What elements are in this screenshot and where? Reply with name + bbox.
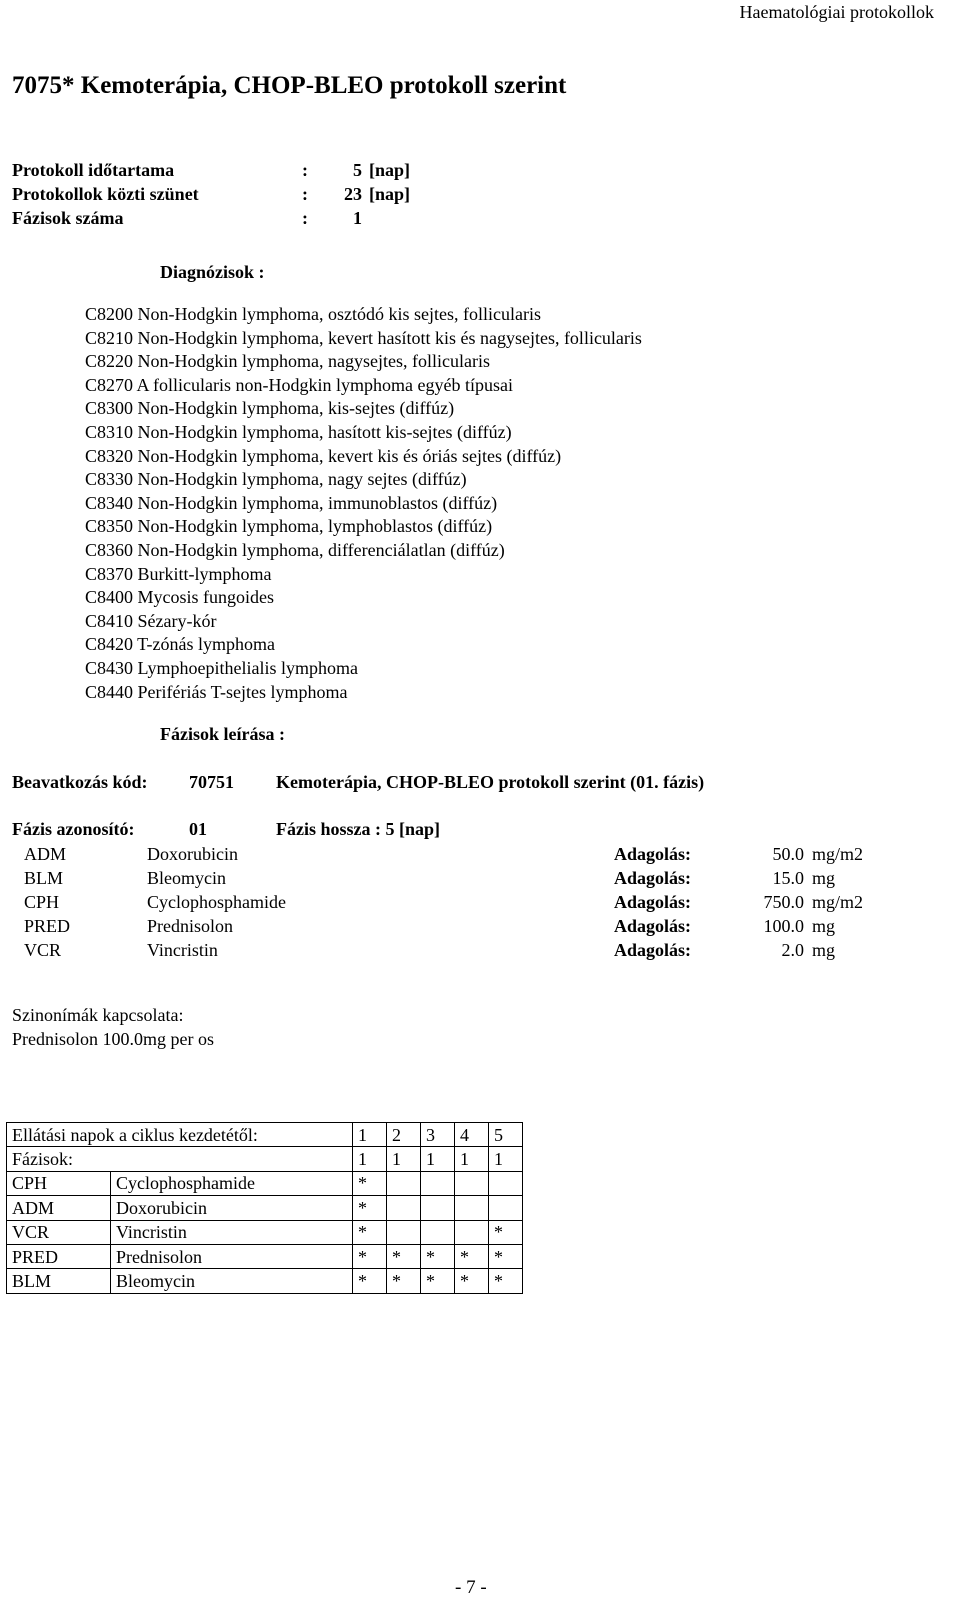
schedule-drug-row	[7, 1244, 523, 1268]
drug-name: Vincristin	[147, 939, 218, 960]
schedule-drug-row	[7, 1269, 523, 1293]
protocol-duration-colon: :	[302, 160, 308, 180]
diagnosis-item: C8220 Non-Hodgkin lymphoma, nagysejtes, follicularis	[85, 351, 490, 372]
diagnosis-item: C8300 Non-Hodgkin lymphoma, kis-sejtes (diffúz)	[85, 398, 455, 419]
diagnosis-item: C8210 Non-Hodgkin lymphoma, kevert hasított kis és nagysejtes, follicularis	[85, 327, 642, 348]
protocol-duration-label: Protokoll időtartama	[12, 160, 175, 180]
drug-dose: 2.0	[781, 939, 804, 960]
drug-abbr: CPH	[24, 891, 60, 912]
drug-row	[12, 891, 892, 915]
schedule-day: 4	[455, 1123, 489, 1147]
diagnosis-item: C8440 Perifériás T-sejtes lymphoma	[85, 681, 348, 702]
diagnosis-item: C8340 Non-Hodgkin lymphoma, immunoblastos (diffúz)	[85, 492, 498, 513]
schedule-drug-name: Vincristin	[111, 1220, 353, 1244]
intervention-code: 70751	[189, 772, 234, 792]
diagnosis-item: C8410 Sézary-kór	[85, 610, 217, 631]
schedule-phases-row	[7, 1147, 523, 1171]
schedule-day: 5	[489, 1123, 523, 1147]
drug-dose: 50.0	[772, 844, 804, 865]
document-title: 7075* Kemoterápia, CHOP-BLEO protokoll szerint	[12, 72, 567, 99]
schedule-phase: 1	[421, 1147, 455, 1171]
phase-count-row	[12, 208, 432, 232]
schedule-drug-name: Prednisolon	[111, 1244, 353, 1268]
schedule-phase: 1	[387, 1147, 421, 1171]
schedule-phases-label: Fázisok:	[7, 1147, 353, 1171]
schedule-mark: *	[353, 1196, 387, 1220]
schedule-drug-abbr: PRED	[7, 1244, 111, 1268]
drug-abbr: BLM	[24, 868, 64, 889]
schedule-drug-row	[7, 1220, 523, 1244]
phase-id: 01	[189, 819, 207, 839]
schedule-mark: *	[353, 1171, 387, 1195]
schedule-mark	[455, 1220, 489, 1244]
drug-dose: 100.0	[763, 915, 804, 936]
drug-row	[12, 843, 892, 867]
synonyms-heading: Szinonímák kapcsolata:	[12, 1005, 184, 1025]
schedule-mark: *	[353, 1244, 387, 1268]
schedule-drug-abbr: BLM	[7, 1269, 111, 1293]
schedule-days-label: Ellátási napok a ciklus kezdetétől:	[7, 1123, 353, 1147]
phase-duration: Fázis hossza : 5 [nap]	[276, 819, 441, 839]
intervention-description: Kemoterápia, CHOP-BLEO protokoll szerint (01. fázis)	[276, 772, 705, 792]
drug-admin-label: Adagolás:	[614, 868, 692, 889]
schedule-phase: 1	[489, 1147, 523, 1171]
drug-row	[12, 938, 892, 962]
diagnosis-item: C8330 Non-Hodgkin lymphoma, nagy sejtes (diffúz)	[85, 469, 467, 490]
drug-admin-label: Adagolás:	[614, 891, 692, 912]
schedule-days-row	[7, 1123, 523, 1147]
schedule-drug-abbr: CPH	[7, 1171, 111, 1195]
drug-row	[12, 914, 892, 938]
diagnosis-item: C8270 A follicularis non-Hodgkin lymphoma egyéb típusai	[85, 374, 513, 395]
schedule-drug-row	[7, 1171, 523, 1195]
schedule-mark	[387, 1196, 421, 1220]
drug-unit: mg	[812, 939, 836, 960]
protocol-pause-row	[12, 184, 432, 208]
diagnosis-item: C8400 Mycosis fungoides	[85, 587, 274, 608]
phase-id-label: Fázis azonosító:	[12, 819, 135, 839]
page-number: - 7 -	[455, 1577, 487, 1598]
phase-count-colon: :	[302, 208, 308, 228]
schedule-drug-name: Cyclophosphamide	[111, 1171, 353, 1195]
drug-name: Bleomycin	[147, 868, 226, 889]
diagnosis-item: C8320 Non-Hodgkin lymphoma, kevert kis és óriás sejtes (diffúz)	[85, 445, 562, 466]
diagnosis-item: C8310 Non-Hodgkin lymphoma, hasított kis-sejtes (diffúz)	[85, 421, 512, 442]
schedule-day: 3	[421, 1123, 455, 1147]
schedule-mark: *	[353, 1220, 387, 1244]
protocol-pause-value: 23	[344, 184, 362, 204]
drug-admin-label: Adagolás:	[614, 844, 692, 865]
drug-row	[12, 867, 892, 891]
protocol-pause-label: Protokollok közti szünet	[12, 184, 199, 204]
drug-unit: mg/m2	[812, 891, 864, 912]
schedule-mark	[455, 1196, 489, 1220]
schedule-mark	[455, 1171, 489, 1195]
schedule-mark: *	[489, 1269, 523, 1293]
diagnosis-item: C8350 Non-Hodgkin lymphoma, lymphoblastos (diffúz)	[85, 516, 493, 537]
diagnosis-item: C8420 T-zónás lymphoma	[85, 634, 275, 655]
drug-name: Cyclophosphamide	[147, 891, 286, 912]
schedule-drug-row	[7, 1196, 523, 1220]
drug-admin-label: Adagolás:	[614, 939, 692, 960]
diagnosis-item: C8370 Burkitt-lymphoma	[85, 563, 272, 584]
schedule-mark: *	[353, 1269, 387, 1293]
drug-dose: 15.0	[772, 868, 804, 889]
protocol-pause-colon: :	[302, 184, 308, 204]
schedule-mark: *	[489, 1220, 523, 1244]
drug-dose: 750.0	[763, 891, 804, 912]
schedule-phase: 1	[353, 1147, 387, 1171]
phases-heading: Fázisok leírása :	[160, 724, 285, 744]
synonyms-text: Prednisolon 100.0mg per os	[12, 1029, 214, 1049]
schedule-mark: *	[421, 1244, 455, 1268]
protocol-duration-unit: [nap]	[369, 160, 411, 180]
schedule-day: 2	[387, 1123, 421, 1147]
schedule-mark	[421, 1171, 455, 1195]
drug-abbr: ADM	[24, 844, 67, 865]
schedule-mark	[387, 1220, 421, 1244]
phase-count-label: Fázisok száma	[12, 208, 124, 228]
diagnoses-list	[85, 303, 642, 704]
drug-dosage-table	[12, 843, 892, 962]
schedule-mark: *	[489, 1244, 523, 1268]
schedule-day: 1	[353, 1123, 387, 1147]
drug-unit: mg	[812, 915, 836, 936]
schedule-drug-abbr: VCR	[7, 1220, 111, 1244]
protocol-duration-row	[12, 160, 432, 184]
schedule-table	[6, 1122, 523, 1294]
schedule-mark: *	[387, 1269, 421, 1293]
intervention-code-label: Beavatkozás kód:	[12, 772, 148, 792]
schedule-drug-name: Bleomycin	[111, 1269, 353, 1293]
drug-unit: mg/m2	[812, 844, 864, 865]
diagnosis-item: C8360 Non-Hodgkin lymphoma, differenciálatlan (diffúz)	[85, 539, 505, 560]
schedule-drug-name: Doxorubicin	[111, 1196, 353, 1220]
drug-name: Prednisolon	[147, 915, 234, 936]
schedule-phase: 1	[455, 1147, 489, 1171]
schedule-mark: *	[455, 1244, 489, 1268]
schedule-mark	[387, 1171, 421, 1195]
drug-abbr: VCR	[24, 939, 62, 960]
phase-count-value: 1	[353, 208, 362, 228]
diagnoses-heading: Diagnózisok :	[160, 262, 265, 282]
protocol-duration-value: 5	[353, 160, 362, 180]
schedule-mark	[421, 1196, 455, 1220]
drug-abbr: PRED	[24, 915, 71, 936]
diagnosis-item: C8430 Lymphoepithelialis lymphoma	[85, 657, 358, 678]
schedule-mark: *	[455, 1269, 489, 1293]
schedule-mark	[421, 1220, 455, 1244]
protocol-pause-unit: [nap]	[369, 184, 411, 204]
diagnosis-item: C8200 Non-Hodgkin lymphoma, osztódó kis sejtes, follicularis	[85, 304, 541, 324]
schedule-drug-abbr: ADM	[7, 1196, 111, 1220]
drug-unit: mg	[812, 868, 836, 889]
schedule-mark: *	[421, 1269, 455, 1293]
running-header: Haematológiai protokollok	[739, 2, 934, 22]
schedule-mark: *	[387, 1244, 421, 1268]
schedule-mark	[489, 1171, 523, 1195]
drug-admin-label: Adagolás:	[614, 915, 692, 936]
drug-name: Doxorubicin	[147, 844, 238, 865]
schedule-mark	[489, 1196, 523, 1220]
